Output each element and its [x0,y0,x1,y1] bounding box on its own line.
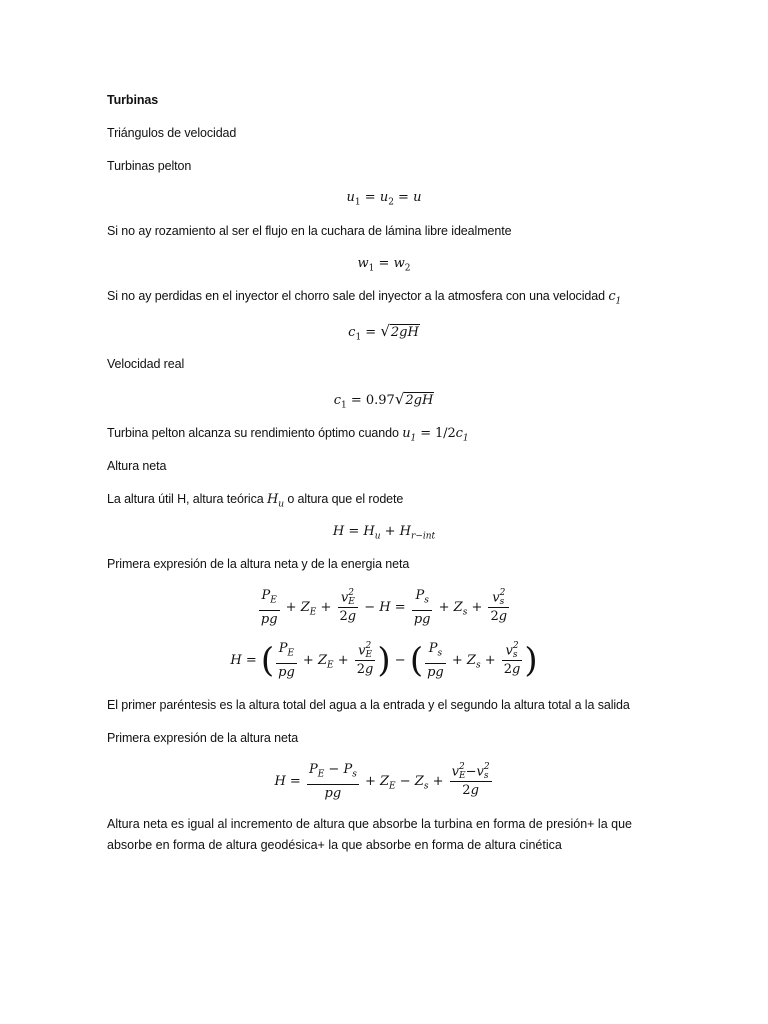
inline-math-c1: $c_1$ [608,289,622,307]
equation-u: $u_1 = u_2 = u$ [346,190,422,208]
paragraph-rendimiento: Turbina pelton alcanza su rendimiento óptimo cuando [107,426,399,440]
paragraph-rendimiento-line [107,426,468,444]
paragraph-altura-util-a: La altura útil H, altura teórica [107,492,264,506]
paragraph-perdidas-line [107,289,621,307]
inline-math-u1-half-c1: $u_1 = 1/2c_1$ [402,426,469,444]
equation-w: $w_1 = w_2$ [357,256,411,274]
heading-turbinas: Turbinas [107,93,159,107]
paragraph-parentesis: El primer paréntesis es la altura total del agua a la entrada y el segundo la altura total a la salida [107,698,630,712]
paragraph-primera-expresion: Primera expresión de la altura neta [107,731,299,745]
paragraph-conclusion: Altura neta es igual al incremento de altura que absorbe la turbina en forma de presión+ la que absorbe en forma de altura geodésica+ la que absorbe en forma de altura cinética [107,817,632,852]
equation-c1-ideal: $c_1 = √2gH$ [348,322,419,343]
equation-h-parentheses: H = ( $\frac{P_E}{pg}$ + $Z_E$ + v 2 E 2g ) − ( $\frac{P_s}{pg}$ + $Z_s$ + v 2 s 2g ) [230,640,538,681]
paragraph-perdidas: Si no ay perdidas en el inyector el chorro sale del inyector a la atmosfera con una velocidad [107,289,605,303]
equation-bernoulli: $\frac{P_E}{pg}$ + $Z_E$ + v 2 E 2g − H = $\frac{P_s}{pg}$ + $Z_s$ + v 2 s 2g [260,588,508,627]
heading-velocidad-real: Velocidad real [107,357,185,371]
equation-h-sum: $H = H_u + H_{r-int}$ [332,524,436,542]
heading-triangulos: Triángulos de velocidad [107,126,237,140]
inline-math-hu: $H_u$ [266,492,284,510]
heading-pelton: Turbinas pelton [107,159,192,173]
paragraph-primera-expresion-energia: Primera expresión de la altura neta y de la energia neta [107,557,410,571]
equation-h-final: H = $\frac{P_E - P_s}{pg}$ + $Z_E - Z_s$ + v 2 E −v 2 s 2g [274,762,490,801]
equation-c1-real: $c_1 = 0.97√2gH$ [333,390,434,411]
paragraph-altura-util-line [107,492,403,510]
paragraph-rozamiento: Si no ay rozamiento al ser el flujo en la cuchara de lámina libre idealmente [107,224,512,238]
paragraph-altura-util-b: o altura que el rodete [287,492,404,506]
heading-altura-neta: Altura neta [107,459,167,473]
